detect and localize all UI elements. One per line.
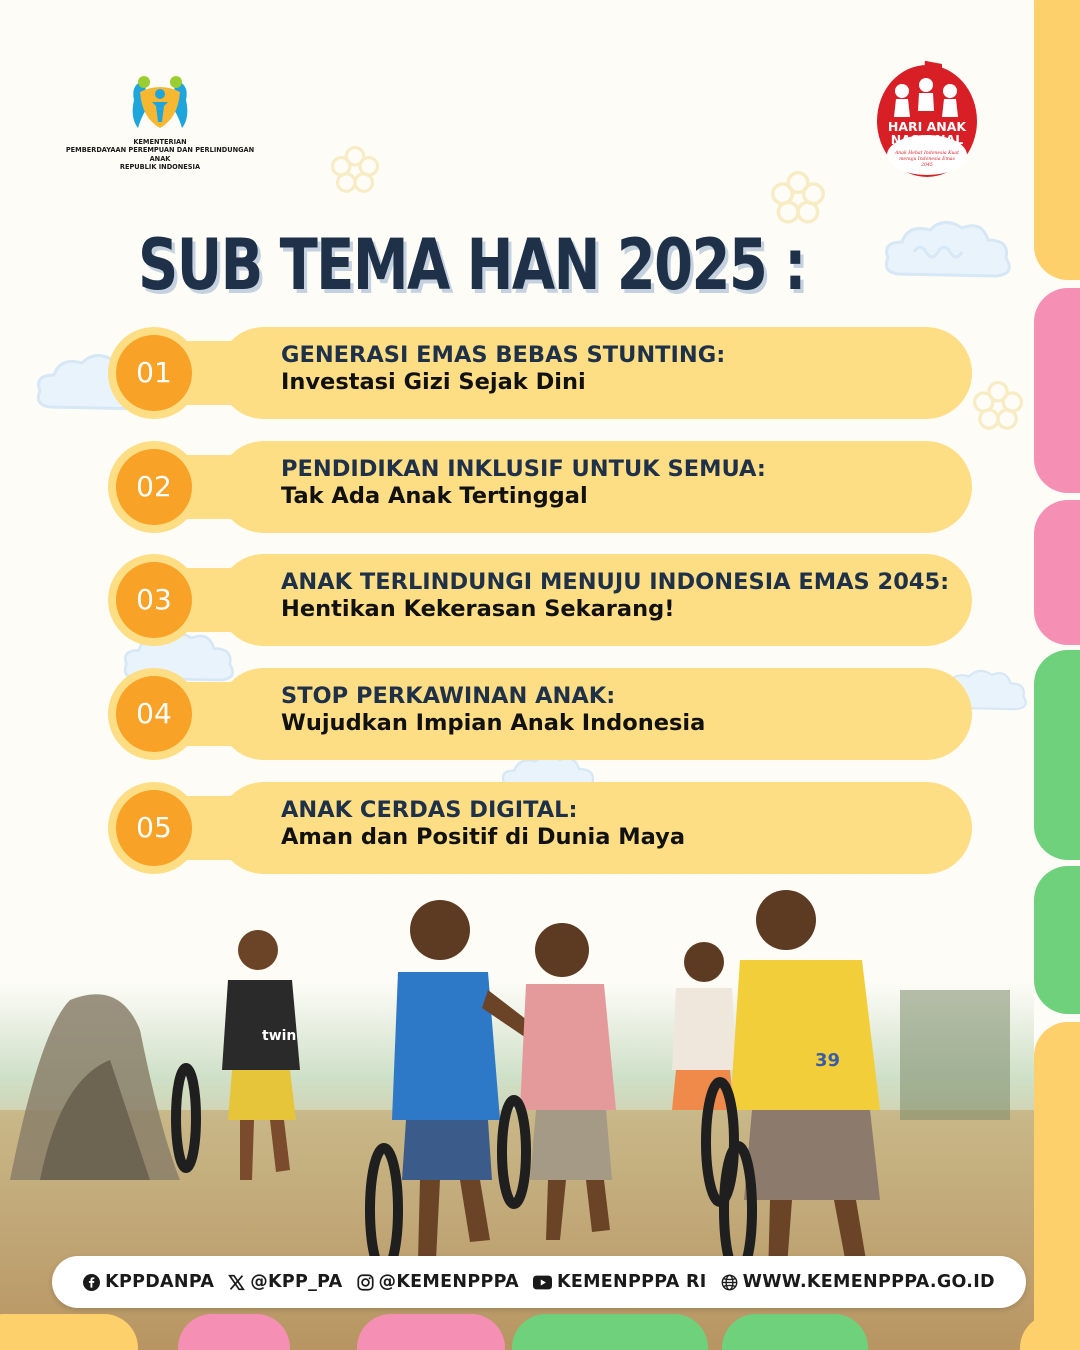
social-website-label: WWW.KEMENPPPA.GO.ID: [742, 1272, 995, 1292]
youtube-icon: [533, 1275, 552, 1290]
theme-number-badge: 01: [116, 335, 192, 411]
edge-stripe-green-2: [1034, 866, 1080, 1014]
ministry-logo: [60, 74, 260, 172]
page-title: SUB TEMA HAN 2025 :: [138, 224, 805, 306]
social-facebook-label: KPPDANPA: [105, 1272, 215, 1292]
theme-badge-ring: [108, 327, 200, 419]
bottom-stripe-green: [512, 1314, 708, 1350]
theme-badge-ring: [108, 554, 200, 646]
han-line-2: NASIONAL: [890, 132, 964, 147]
theme-number-badge: 02: [116, 449, 192, 525]
theme-subtitle: Wujudkan Impian Anak Indonesia: [281, 710, 706, 736]
hari-anak-nasional-logo: [872, 55, 982, 180]
edge-stripe-pink-2: [1034, 500, 1080, 645]
instagram-icon: [357, 1274, 374, 1291]
ministry-line-2: PEMBERDAYAAN PEREMPUAN DAN PERLINDUNGAN ANAK: [65, 146, 255, 163]
theme-heading: ANAK TERLINDUNGI MENUJU INDONESIA EMAS 2045:: [281, 569, 950, 595]
theme-item: [108, 441, 972, 533]
theme-item: [108, 327, 972, 419]
theme-subtitle: Hentikan Kekerasan Sekarang!: [281, 596, 675, 622]
theme-subtitle: Aman dan Positif di Dunia Maya: [281, 824, 686, 850]
cloud-doodle: [878, 212, 1018, 292]
ministry-line-3: REPUBLIK INDONESIA: [119, 163, 201, 172]
theme-item: [108, 668, 972, 760]
theme-heading: PENDIDIKAN INKLUSIF UNTUK SEMUA:: [281, 456, 766, 482]
theme-badge-ring: [108, 782, 200, 874]
edge-stripe-pink-1: [1034, 288, 1080, 493]
theme-heading: ANAK CERDAS DIGITAL:: [281, 797, 578, 823]
globe-icon: [721, 1274, 738, 1291]
theme-number-badge: 04: [116, 676, 192, 752]
social-instagram-label: @KEMENPPPA: [378, 1272, 519, 1292]
social-youtube-label: KEMENPPPA RI: [556, 1272, 707, 1292]
han-tagline: Anak Hebat Indonesia Kuat menuju Indonesia Emas 2045: [894, 151, 960, 168]
theme-number-badge: 05: [116, 790, 192, 866]
theme-badge-ring: [108, 668, 200, 760]
theme-number-badge: 03: [116, 562, 192, 638]
social-website[interactable]: [721, 1272, 995, 1292]
social-instagram[interactable]: [357, 1272, 519, 1292]
han-line-1: HARI ANAK: [887, 119, 967, 134]
social-facebook[interactable]: [83, 1272, 214, 1292]
theme-item: [108, 554, 972, 646]
bottom-stripe-pink: [357, 1314, 505, 1350]
shirt-logo: twin: [262, 1028, 297, 1044]
theme-subtitle: Investasi Gizi Sejak Dini: [281, 369, 586, 395]
shirt-number: 39: [815, 1050, 841, 1071]
theme-heading: STOP PERKAWINAN ANAK:: [281, 683, 616, 709]
ministry-emblem-icon: [128, 74, 192, 134]
theme-badge-ring: [108, 441, 200, 533]
social-x[interactable]: [228, 1272, 342, 1292]
facebook-icon: [83, 1274, 100, 1291]
x-icon: [228, 1274, 245, 1291]
social-x-label: @KPP_PA: [250, 1272, 343, 1292]
flower-doodle: [330, 145, 380, 195]
edge-stripe-yellow-1: [1034, 0, 1080, 280]
edge-stripe-green-1: [1034, 650, 1080, 860]
flower-doodle: [770, 170, 826, 226]
bottom-stripe-pink: [178, 1314, 290, 1350]
theme-heading: GENERASI EMAS BEBAS STUNTING:: [281, 342, 726, 368]
theme-subtitle: Tak Ada Anak Tertinggal: [281, 483, 588, 509]
edge-stripe-yellow-2: [1034, 1022, 1080, 1350]
ministry-line-1: KEMENTERIAN: [133, 138, 187, 146]
bottom-stripe-yellow: [0, 1314, 138, 1350]
theme-item: [108, 782, 972, 874]
flower-doodle: [972, 380, 1024, 432]
bottom-stripe-green: [722, 1314, 868, 1350]
social-media-bar: [52, 1256, 1026, 1308]
social-youtube[interactable]: [533, 1272, 707, 1292]
